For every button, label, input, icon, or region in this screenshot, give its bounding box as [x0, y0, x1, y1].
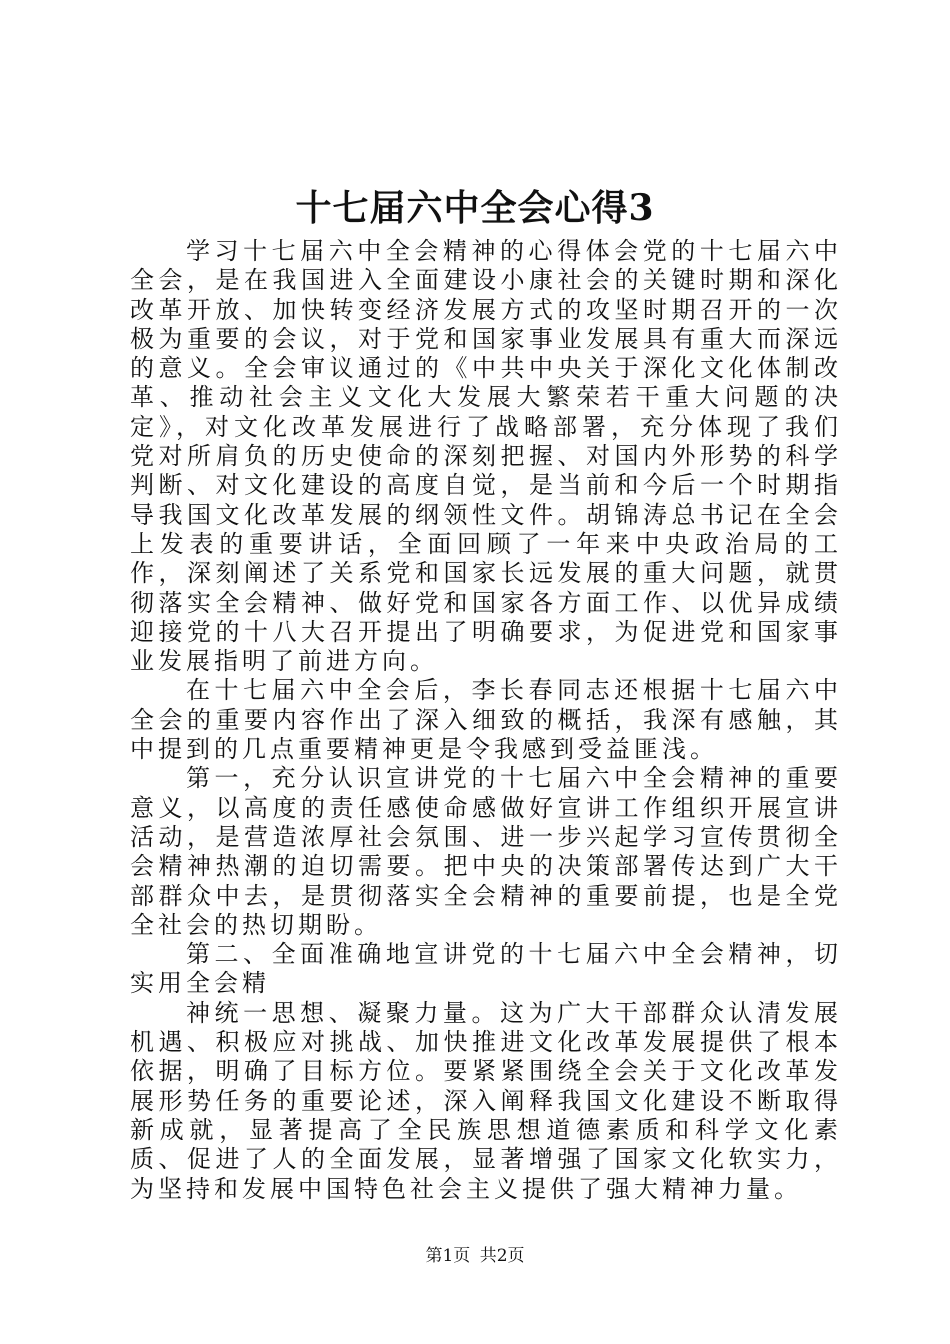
paragraph-2: 在十七届六中全会后，李长春同志还根据十七届六中全会的重要内容作出了深入细致的概括，我深有感触，其中提到的几点重要精神更是令我感到受益匪浅。	[130, 676, 842, 764]
paragraph-5: 神统一思想、凝聚力量。这为广大干部群众认清发展机遇、积极应对挑战、加快推进文化改革发展提供了根本依据，明确了目标方位。要紧紧围绕全会关于文化改革发展形势任务的重要论述，深入阐释我国文化建设不断取得新成就，显著提高了全民族思想道德素质和科学文化素质、促进了人的全面发展，显著增强了国家文化软实力，为坚持和发展中国特色社会主义提供了强大精神力量。	[130, 998, 842, 1203]
paragraph-4: 第二、全面准确地宣讲党的十七届六中全会精神，切实用全会精	[130, 940, 842, 998]
page-footer: 第1页 共2页	[425, 1246, 525, 1266]
document-body	[130, 237, 842, 1204]
document-title: 十七届六中全会心得3	[295, 187, 655, 229]
paragraph-1: 学习十七届六中全会精神的心得体会党的十七届六中全会，是在我国进入全面建设小康社会的关键时期和深化改革开放、加快转变经济发展方式的攻坚时期召开的一次极为重要的会议，对于党和国家事业发展具有重大而深远的意义。全会审议通过的《中共中央关于深化文化体制改革、推动社会主义文化大发展大繁荣若干重大问题的决定》，对文化改革发展进行了战略部署，充分体现了我们党对所肩负的历史使命的深刻把握、对国内外形势的科学判断、对文化建设的高度自觉，是当前和今后一个时期指导我国文化改革发展的纲领性文件。胡锦涛总书记在全会上发表的重要讲话，全面回顾了一年来中央政治局的工作，深刻阐述了关系党和国家长远发展的重大问题，就贯彻落实全会精神、做好党和国家各方面工作、以优异成绩迎接党的十八大召开提出了明确要求，为促进党和国家事业发展指明了前进方向。	[130, 237, 842, 676]
paragraph-3: 第一，充分认识宣讲党的十七届六中全会精神的重要意义，以高度的责任感使命感做好宣讲工作组织开展宣讲活动，是营造浓厚社会氛围、进一步兴起学习宣传贯彻全会精神热潮的迫切需要。把中央的决策部署传达到广大干部群众中去，是贯彻落实全会精神的重要前提，也是全党全社会的热切期盼。	[130, 764, 842, 939]
